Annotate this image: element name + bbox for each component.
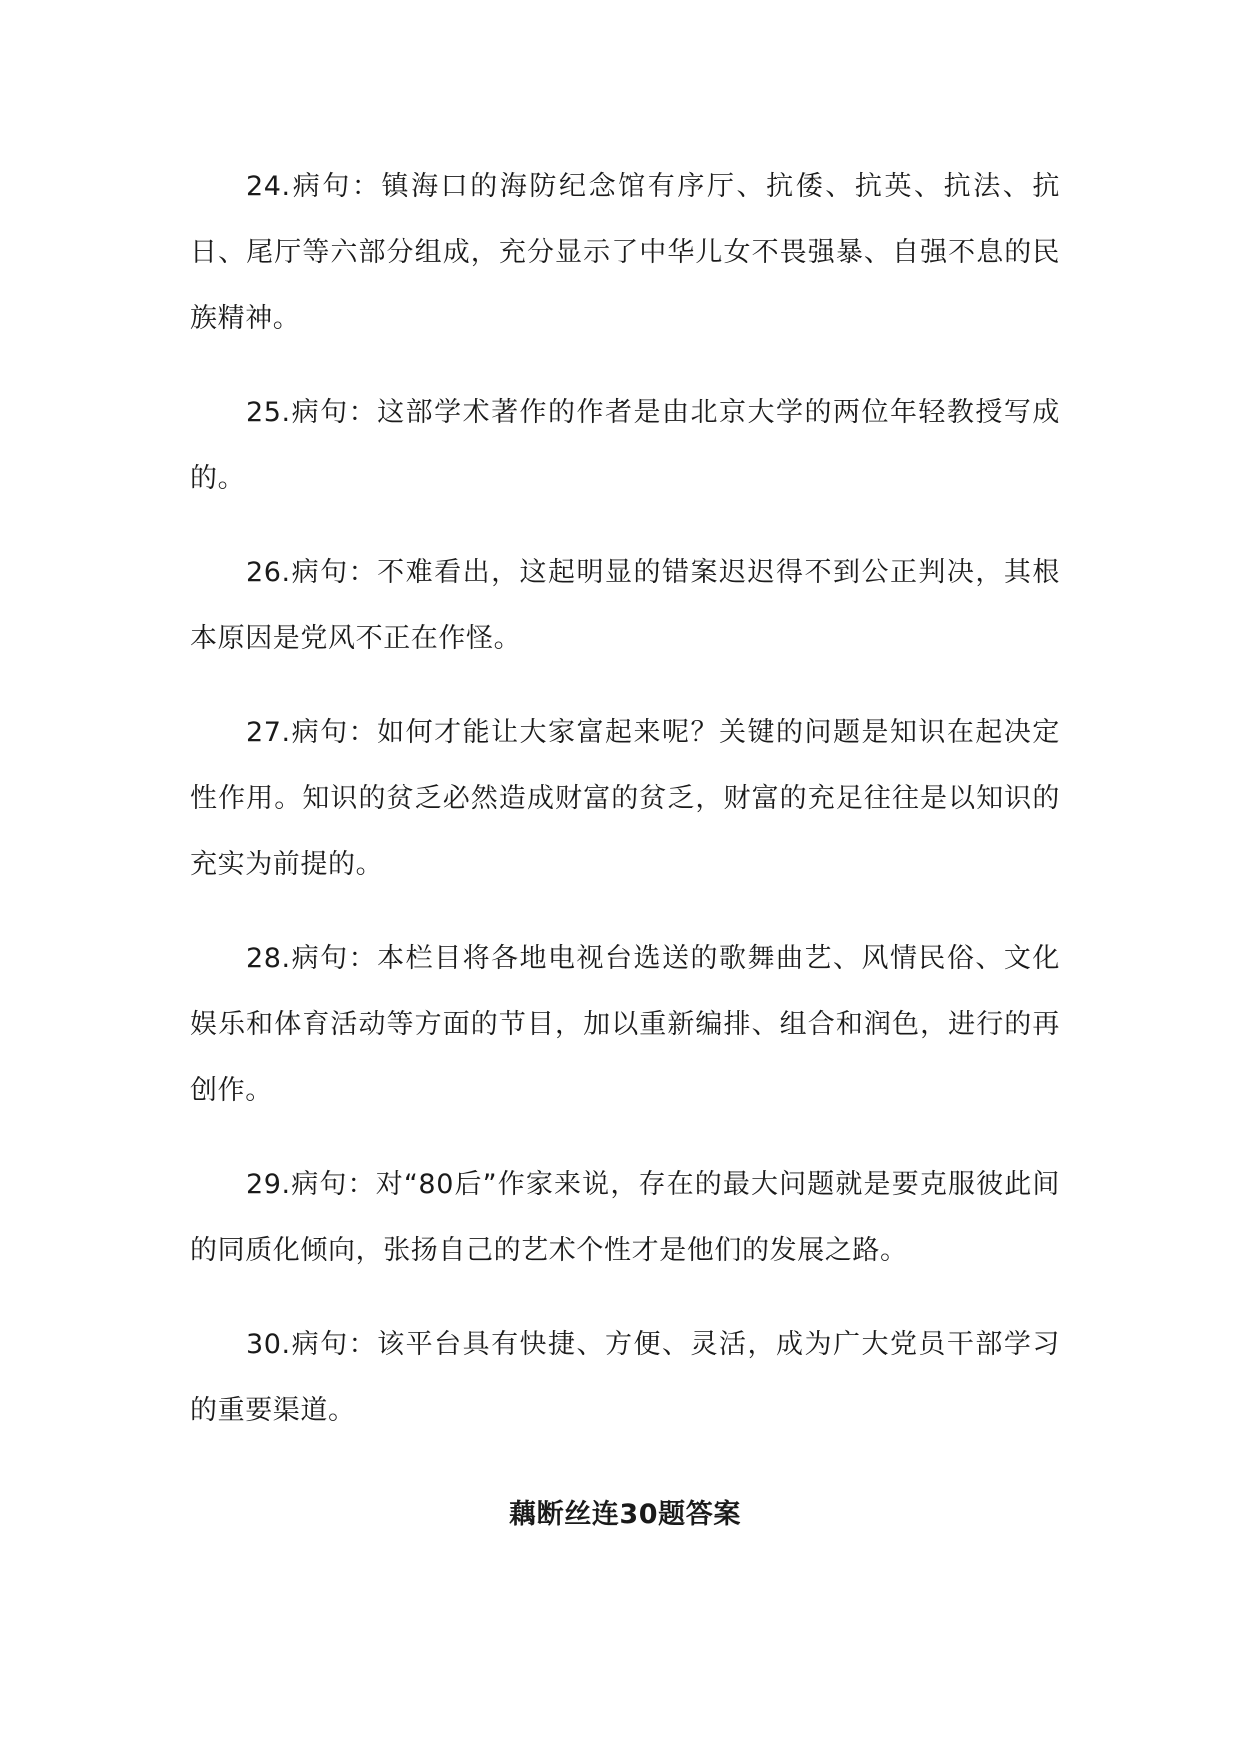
question-24: 24.病句：镇海口的海防纪念馆有序厅、抗倭、抗英、抗法、抗日、尾厅等六部分组成，充分显示了中华儿女不畏强暴、自强不息的民族精神。 xyxy=(190,171,1060,334)
question-25: 25.病句：这部学术著作的作者是由北京大学的两位年轻教授写成的。 xyxy=(190,397,1060,494)
question-26: 26.病句：不难看出，这起明显的错案迟迟得不到公正判决，其根本原因是党风不正在作怪。 xyxy=(190,557,1060,654)
question-30: 30.病句：该平台具有快捷、方便、灵活，成为广大党员干部学习的重要渠道。 xyxy=(190,1329,1060,1426)
answers-heading: 藕断丝连30题答案 xyxy=(509,1499,741,1530)
question-29: 29.病句：对“80后”作家来说，存在的最大问题就是要克服彼此间的同质化倾向，张扬自己的艺术个性才是他们的发展之路。 xyxy=(190,1169,1060,1266)
question-27: 27.病句：如何才能让大家富起来呢？关键的问题是知识在起决定性作用。知识的贫乏必然造成财富的贫乏，财富的充足往往是以知识的充实为前提的。 xyxy=(190,717,1060,880)
question-28: 28.病句：本栏目将各地电视台选送的歌舞曲艺、风情民俗、文化娱乐和体育活动等方面的节目，加以重新编排、组合和润色，进行的再创作。 xyxy=(190,943,1060,1106)
document-body xyxy=(190,154,1060,1548)
